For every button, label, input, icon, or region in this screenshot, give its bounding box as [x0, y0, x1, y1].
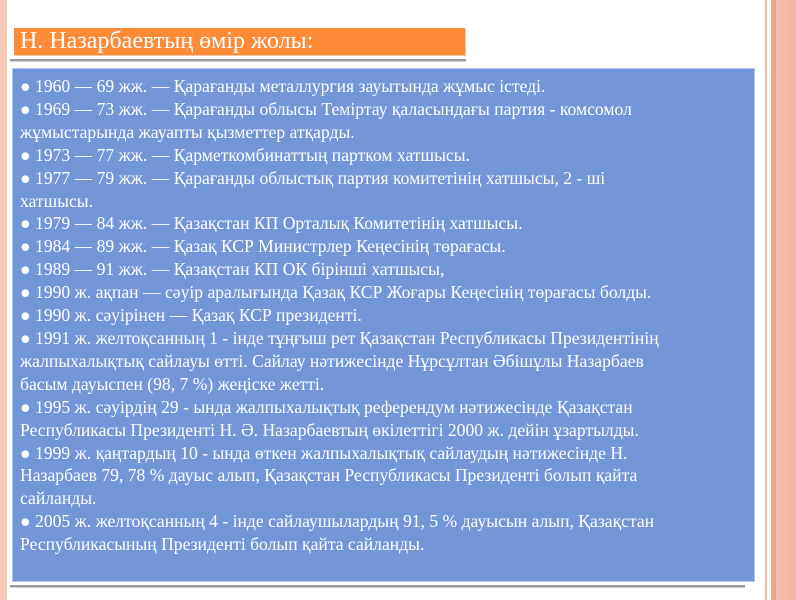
right-border-decoration — [762, 0, 796, 600]
list-item-line: ● 1969 — 73 жж. — Қарағанды облысы Теміртау қаласындағы партия - комсомол — [20, 98, 632, 119]
list-item — [20, 327, 754, 396]
bottom-divider — [10, 585, 745, 588]
list-item — [20, 98, 754, 144]
biography-list — [12, 68, 755, 582]
left-border-decoration — [0, 0, 7, 600]
slide-title-box — [14, 28, 465, 55]
list-item — [20, 442, 754, 511]
list-item — [20, 510, 754, 556]
list-item-line: ● 1995 ж. сәуірдің 29 - ында жалпыхалықтық референдум нәтижесінде Қазақстан — [20, 396, 633, 417]
list-item-line: Республикасының Президенті болып қайта сайланды. — [20, 534, 425, 555]
slide-title: Н. Назарбаевтың өмір жолы: — [20, 28, 314, 54]
list-item-line: ● 1999 ж. қаңтардың 10 - ында өткен жалпыхалықтық сайлаудың нәтижесінде Н. — [20, 442, 628, 463]
list-item-line: ● 1990 ж. сәуірінен — Қазақ КСР президенті. — [20, 305, 362, 326]
list-item-line: ● 1989 — 91 жж. — Қазақстан КП ОК бірінші хатшысы, — [20, 259, 445, 280]
list-item — [20, 235, 754, 258]
list-item — [20, 281, 754, 304]
list-item — [20, 75, 754, 98]
list-item-line: ● 1960 — 69 жж. — Қарағанды металлургия зауытында жұмыс істеді. — [20, 76, 546, 96]
list-item-line: хатшысы. — [20, 190, 94, 211]
list-item-line: Назарбаев 79, 78 % дауыс алып, Қазақстан Республикасы Президенті болып қайта — [20, 465, 638, 486]
list-item-line: ● 1984 — 89 жж. — Қазақ КСР Министрлер Кеңесінің төрағасы. — [20, 236, 506, 257]
list-item-line: басым дауыспен (98, 7 %) жеңіске жетті. — [20, 373, 325, 394]
list-item — [20, 212, 754, 235]
list-item-line: жұмыстарында жауапты қызметтер атқарды. — [20, 121, 355, 142]
list-item — [20, 167, 754, 213]
list-item-line: ● 1991 ж. желтоқсанның 1 - інде тұңғыш рет Қазақстан Республикасы Президентінің — [20, 327, 659, 348]
list-item-line: ● 1973 — 77 жж. — Қарметкомбинаттың партком хатшысы. — [20, 144, 470, 165]
list-item-line: ● 1979 — 84 жж. — Қазақстан КП Орталық Комитетінің хатшысы. — [20, 213, 523, 234]
list-item-line: ● 2005 ж. желтоқсанның 4 - інде сайлаушылардың 91, 5 % дауысын алып, Қазақстан — [20, 511, 655, 532]
list-item-line: сайланды. — [20, 488, 97, 509]
list-item — [20, 304, 754, 327]
list-item — [20, 144, 754, 167]
list-item-line: ● 1990 ж. ақпан — сәуір аралығында Қазақ КСР Жоғары Кеңесінің төрағасы болды. — [20, 282, 652, 303]
list-item-line: Республикасы Президенті Н. Ә. Назарбаевтың өкілеттігі 2000 ж. дейін ұзартылды. — [20, 419, 639, 440]
list-item — [20, 258, 754, 281]
list-item-line: ● 1977 — 79 жж. — Қарағанды облыстық партия комитетінің хатшысы, 2 - ші — [20, 167, 606, 188]
list-item — [20, 396, 754, 442]
title-divider — [10, 59, 466, 62]
list-item-line: жалпыхалықтық сайлауы өтті. Сайлау нәтижесінде Нұрсұлтан Әбішұлы Назарбаев — [20, 350, 644, 371]
